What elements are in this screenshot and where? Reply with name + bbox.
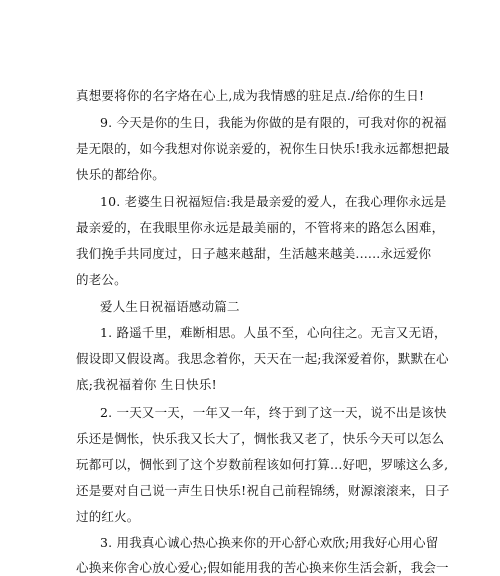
text-line: 快乐的都给你。 bbox=[76, 167, 165, 182]
text-line: 9. 今天是你的生日，我能为你做的是有限的，可我对你的祝福 bbox=[100, 115, 447, 130]
text-line: 底;我祝福着你 生日快乐! bbox=[76, 377, 217, 392]
text-line: 真想要将你的名字烙在心上,成为我情感的驻足点./给你的生日! bbox=[76, 88, 425, 103]
text-line: 最亲爱的，在我眼里你永远是最美丽的，不管将来的路怎么困难， bbox=[76, 220, 445, 235]
text-line: 还是要对自己说一声生日快乐!祝自己前程锦绣，财源滚滚来，日子 bbox=[76, 483, 450, 498]
text-line: 心换来你舍心放心爱心;假如能用我的苦心换来你生活会新，我会一 bbox=[76, 560, 449, 575]
text-line: 我们挽手共同度过，日子越来越甜，生活越来越美......永远爱你 bbox=[76, 246, 432, 261]
text-line: 乐还是惆怅，快乐我又长大了，惆怅我又老了，快乐今天可以怎么 bbox=[76, 431, 445, 446]
text-line: 是无限的，如今我想对你说亲爱的，祝你生日快乐!我永远都想把最 bbox=[76, 141, 450, 156]
text-line: 2. 一天又一天，一年又一年，终于到了这一天，说不出是该快 bbox=[100, 405, 447, 420]
section-heading: 爱人生日祝福语感动篇二 bbox=[100, 299, 240, 314]
text-line: 10. 老婆生日祝福短信:我是最亲爱的爱人，在我心理你永远是 bbox=[100, 194, 447, 209]
text-line: 1. 路遥千里，难断相思。人虽不至，心向往之。无言又无语， bbox=[100, 325, 447, 340]
text-line: 3. 用我真心诚心热心换来你的开心舒心欢欣;用我好心用心留 bbox=[100, 535, 439, 550]
text-line: 假设即又假设离。我思念着你，天天在一起;我深爱着你，默默在心 bbox=[76, 351, 449, 366]
text-line: 的老公。 bbox=[76, 272, 127, 287]
text-line: 玩都可以，惆怅到了这个岁数前程该如何打算...好吧，罗嗦这么多, bbox=[76, 457, 449, 472]
text-line: 过的红火。 bbox=[76, 509, 140, 524]
